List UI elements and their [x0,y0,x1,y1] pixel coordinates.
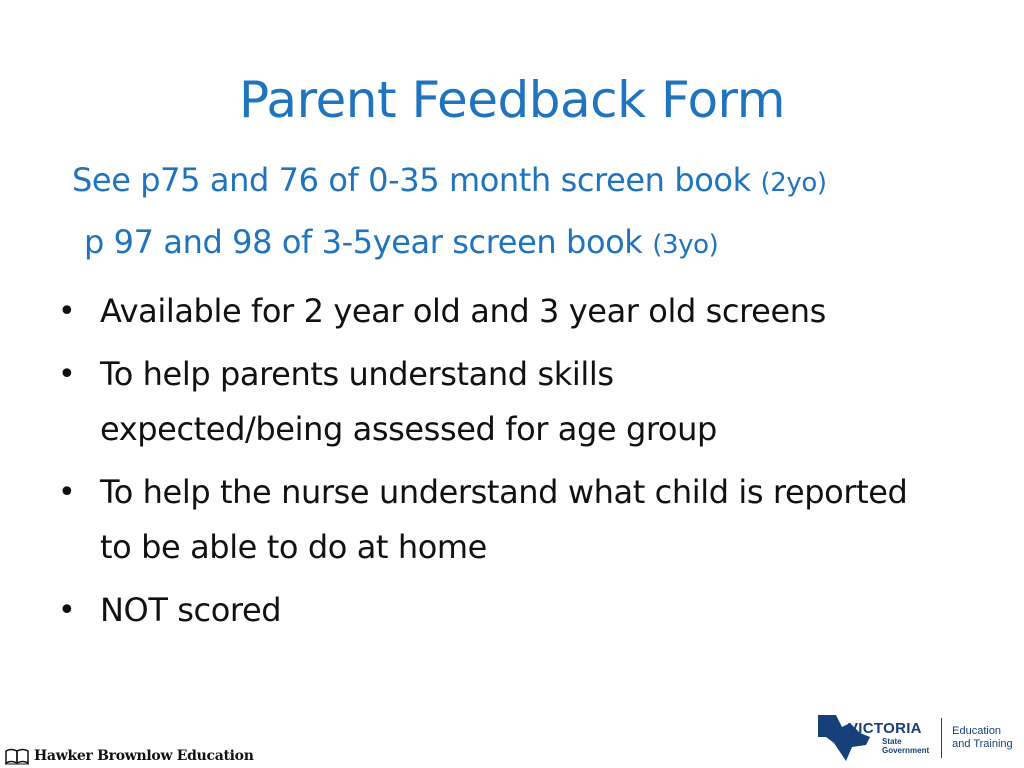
publisher-name: Hawker Brownlow Education [34,748,254,764]
subtitle-line-2-main: p 97 and 98 of 3-5year screen book [84,223,653,261]
department-line-2: and Training [952,738,1013,750]
department-line-1: Education [952,725,1002,737]
book-icon [4,747,30,765]
victoria-sub-2: Government [882,746,930,755]
bullet-list [52,284,992,646]
bullet-item [52,465,992,575]
subtitle-line-1 [72,160,827,203]
subtitle-line-1-main: See p75 and 76 of 0-35 month screen book [72,161,761,199]
bullet-text: To help parents understand skills expected/being assessed for age group [100,355,717,448]
logo-divider [941,718,942,758]
victoria-wordmark [848,721,929,755]
victoria-name: VICTORIA [848,720,922,737]
bullet-item [52,583,992,638]
victoria-sub-1: State [882,737,902,746]
bullet-dot: • [58,357,76,392]
bullet-text: Available for 2 year old and 3 year old screens [100,292,826,330]
bullet-text: To help the nurse understand what child is reported to be able to do at home [100,473,908,566]
subtitle-line-2 [84,222,718,265]
bullet-text: NOT scored [100,591,282,629]
bullet-item [52,284,992,339]
bullet-dot: • [58,593,76,628]
subtitle-line-2-note: (3yo) [652,230,719,260]
subtitle-line-1-note: (2yo) [760,168,827,198]
bullet-item [52,347,992,457]
victoria-government-logo [816,712,1016,764]
bullet-dot: • [58,475,76,510]
publisher-logo [4,746,254,766]
department-name [952,725,1013,751]
bullet-dot: • [58,294,76,329]
slide-title: Parent Feedback Form [239,71,785,129]
